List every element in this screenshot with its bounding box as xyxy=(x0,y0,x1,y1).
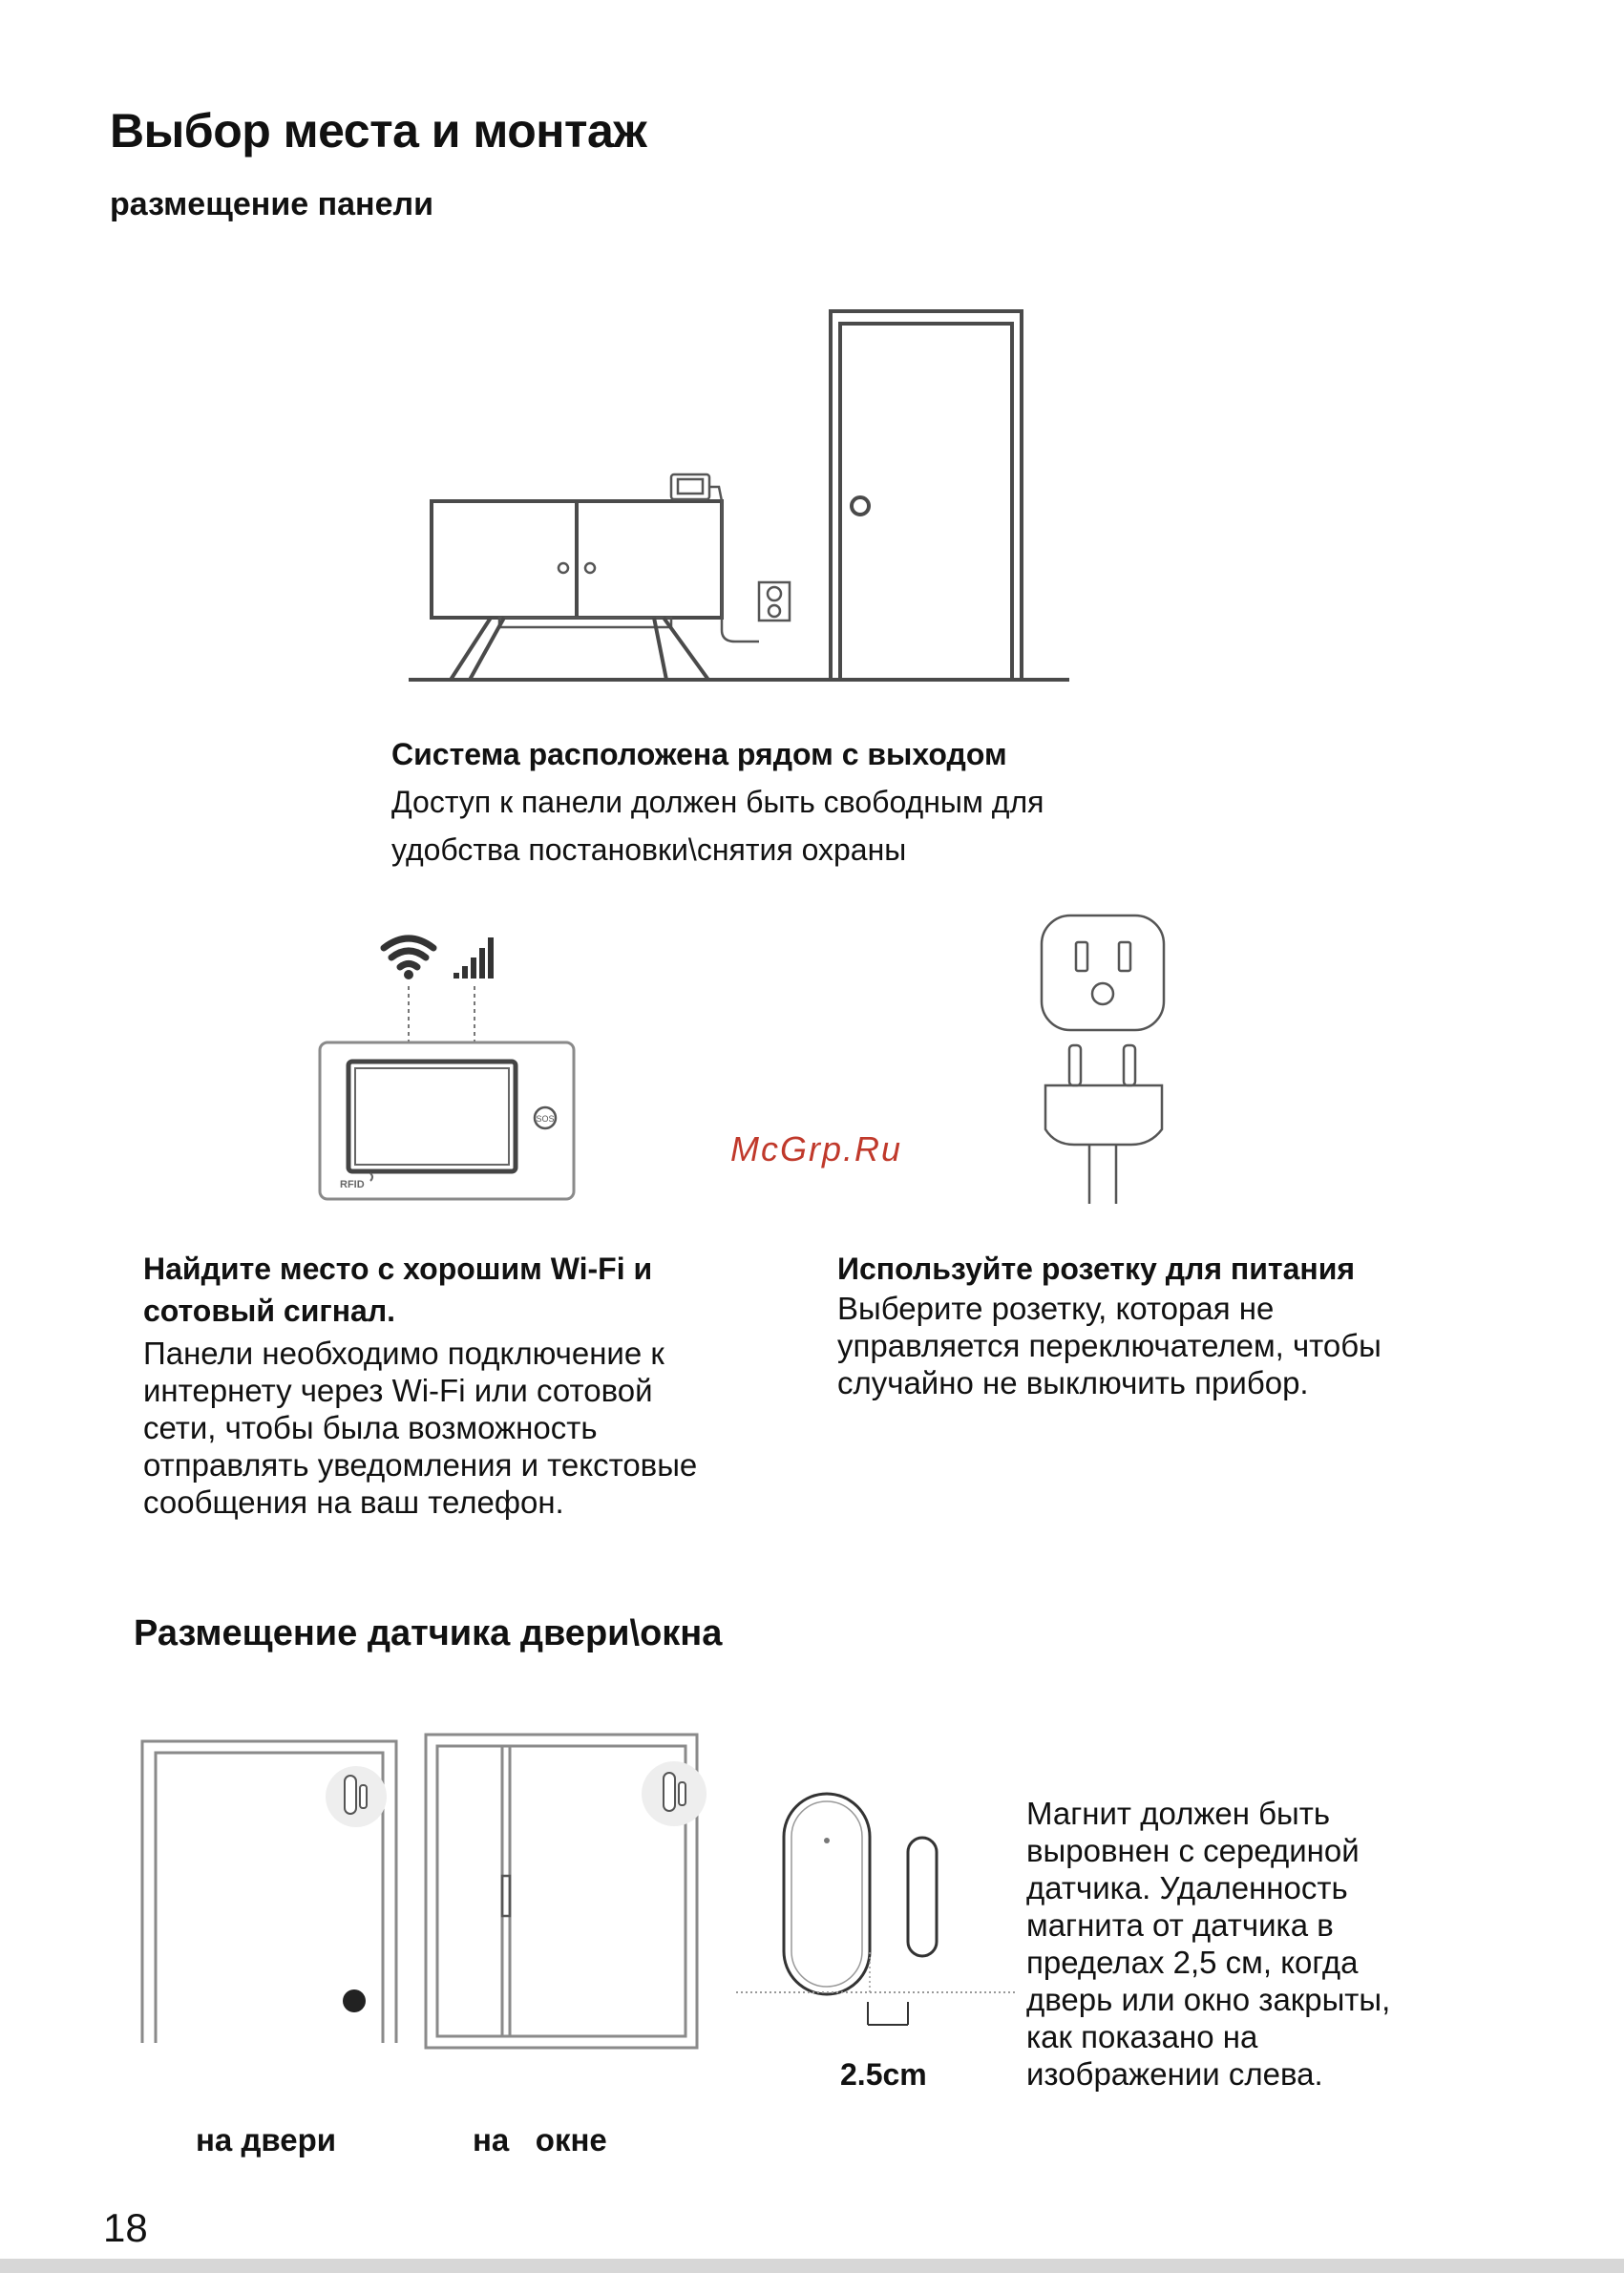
bottom-rule xyxy=(0,2259,1624,2273)
door-knob-icon xyxy=(343,1989,366,2012)
exit-heading: Система расположена рядом с выходом xyxy=(391,737,1007,771)
sensor-desc-line: датчика. Удаленность xyxy=(1026,1870,1348,1905)
outlet-body-line: управляется переключателем, чтобы xyxy=(837,1328,1381,1363)
page-title: Выбор места и монтаж xyxy=(110,104,647,158)
door-sensor-illustration xyxy=(138,1737,425,2048)
distance-marker xyxy=(868,2002,908,2025)
sensor-desc-line: дверь или окно закрыты, xyxy=(1026,1982,1391,2017)
sensor-description xyxy=(1026,1795,1561,2093)
wifi-heading-line-2: сотовый сигнал. xyxy=(143,1294,396,1328)
wall-socket-icon xyxy=(759,582,790,621)
wifi-body-line: сети, чтобы была возможность xyxy=(143,1410,598,1445)
outlet-heading: Используйте розетку для питания xyxy=(837,1252,1356,1286)
cellular-signal-icon xyxy=(453,937,494,979)
cabinet-illustration xyxy=(432,501,722,680)
sensor-desc-line: пределах 2,5 см, когда xyxy=(1026,1945,1359,1980)
rfid-label: RFID xyxy=(340,1179,365,1190)
wifi-block xyxy=(143,1248,754,1521)
exit-line-2: удобства постановки\снятия охраны xyxy=(391,832,907,867)
wifi-heading-line-1: Найдите место с хорошим Wi-Fi и xyxy=(143,1252,653,1286)
panel-device-icon xyxy=(320,1042,574,1199)
page-subtitle: размещение панели xyxy=(110,186,433,222)
wifi-icon xyxy=(384,938,433,979)
sensor-distance-illustration xyxy=(730,1790,1017,2000)
room-illustration xyxy=(401,305,1069,687)
sensor-desc-line: как показано на xyxy=(1026,2019,1258,2054)
wifi-body-line: Панели необходимо подключение к xyxy=(143,1336,664,1371)
distance-label: 2.5cm xyxy=(840,2057,927,2092)
wifi-body-line: интернету через Wi-Fi или сотовой xyxy=(143,1373,653,1408)
sensor-desc-line: магнита от датчика в xyxy=(1026,1907,1334,1943)
door-illustration xyxy=(831,311,1022,680)
sensor-desc-line: изображении слева. xyxy=(1026,2056,1323,2092)
watermark: McGrp.Ru xyxy=(730,1129,903,1168)
outlet-body-line: Выберите розетку, которая не xyxy=(837,1291,1275,1326)
page-number: 18 xyxy=(103,2205,148,2250)
outlet-body-line: случайно не выключить прибор. xyxy=(837,1365,1309,1400)
door-caption: на двери xyxy=(196,2122,337,2157)
power-outlet-icon xyxy=(1042,916,1164,1030)
window-sensor-illustration xyxy=(422,1731,718,2051)
control-panel-illustration xyxy=(315,931,582,1208)
wifi-body-line: отправлять уведомления и текстовые xyxy=(143,1447,698,1483)
power-plug-icon xyxy=(1045,1045,1162,1204)
sos-label: SOS xyxy=(536,1114,555,1124)
sensor-desc-line: выровнен с серединой xyxy=(1026,1833,1360,1868)
sensor-desc-line: Магнит должен быть xyxy=(1026,1796,1331,1831)
window-caption: на окне xyxy=(473,2122,607,2157)
sensor-section-title: Размещение датчика двери\окна xyxy=(134,1613,723,1653)
wifi-body-line: сообщения на ваш телефон. xyxy=(143,1484,564,1520)
sensor-body-icon xyxy=(784,1794,870,1994)
magnet-icon xyxy=(908,1838,937,1956)
exit-line-1: Доступ к панели должен быть свободным для xyxy=(391,785,1044,819)
exit-block xyxy=(391,733,1155,871)
outlet-plug-illustration xyxy=(1036,912,1170,1208)
outlet-block xyxy=(837,1248,1448,1401)
